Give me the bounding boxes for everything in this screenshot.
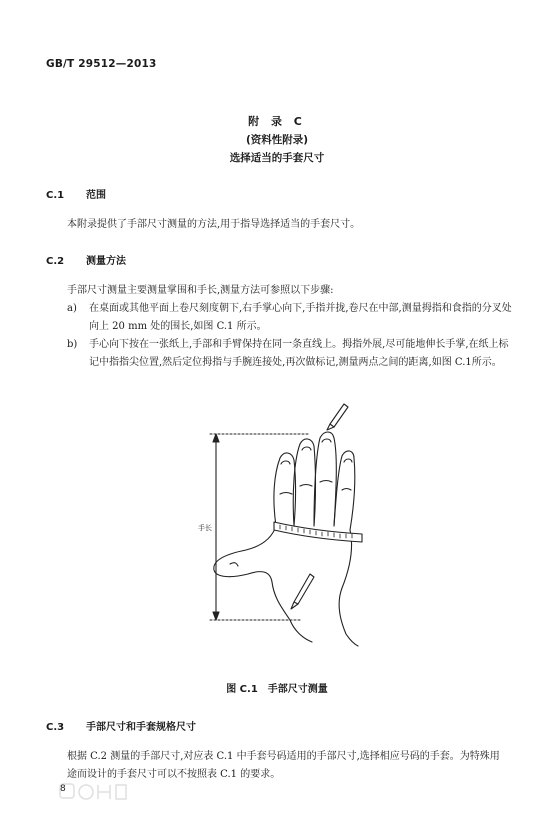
- section-heading-c2: [46, 252, 126, 267]
- list-text: 在桌面或其他平面上卷尺刻度朝下,右手掌心向下,手指并拢,卷尺在中部,测量拇指和食指的分叉处向上 20 mm 处的围长,如图 C.1 所示。: [89, 303, 512, 332]
- hand-measurement-figure: [190, 398, 380, 648]
- figure-caption: [0, 680, 554, 695]
- watermark-logo: [58, 780, 128, 804]
- annex-title: 附 录 C: [248, 115, 306, 128]
- section-title: 手部尺寸和手套规格尺寸: [86, 722, 196, 733]
- hand-length-label: 手长: [198, 524, 212, 532]
- section-title: 测量方法: [86, 256, 126, 267]
- section-heading-c3: [46, 718, 196, 733]
- section-paragraph: 手部尺寸测量主要测量掌围和手长,测量方法可参照以下步骤:: [67, 285, 334, 296]
- list-marker: a): [67, 303, 77, 314]
- figure-title: 手部尺寸测量: [267, 684, 328, 695]
- annex-name: 选择适当的手套尺寸: [229, 152, 325, 164]
- section-paragraph: 根据 C.2 测量的手部尺寸,对应表 C.1 中手套号码适用的手部尺寸,选择相应号码的手套。为特殊用途而设计的手套尺寸可以不按照表 C.1 的要求。: [67, 751, 500, 780]
- section-number: C.2: [46, 256, 65, 267]
- figure-number: 图 C.1: [226, 684, 258, 695]
- page-number: 8: [60, 784, 66, 794]
- list-text: 手心向下按在一张纸上,手部和手臂保持在同一条直线上。拇指外展,尽可能地伸长手掌,在纸上标记中指指尖位置,然后定位拇指与手腕连接处,再次做标记,测量两点之间的距离,如图 C.1所示。: [89, 339, 509, 368]
- standard-code: GB/T 29512—2013: [46, 58, 157, 70]
- section-title: 范围: [86, 190, 106, 201]
- section-number: C.3: [46, 722, 65, 733]
- annex-kind: (资料性附录): [245, 134, 309, 146]
- list-marker: b): [67, 339, 78, 350]
- section-paragraph: 本附录提供了手部尺寸测量的方法,用于指导选择适当的手套尺寸。: [67, 219, 361, 230]
- list-item: [67, 336, 512, 372]
- section-number: C.1: [46, 190, 65, 201]
- section-heading-c1: [46, 186, 106, 201]
- list-item: [67, 300, 512, 336]
